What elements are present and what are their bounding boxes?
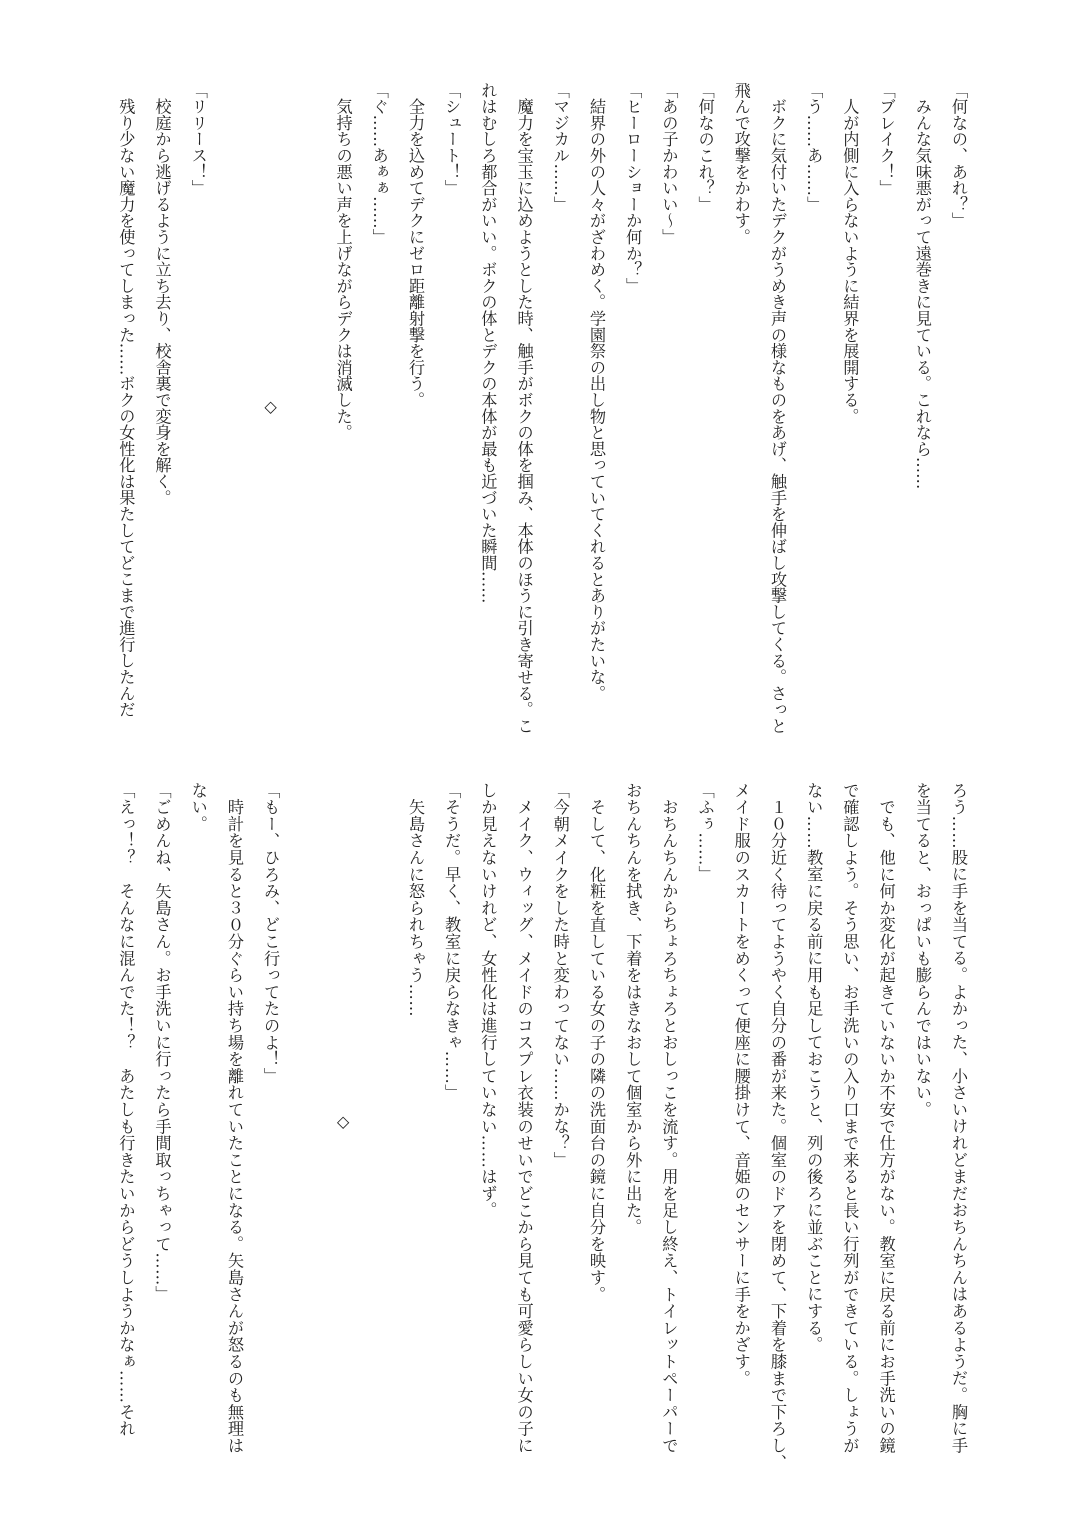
text-line: 飛んで攻撃をかわす。: [731, 82, 751, 245]
text-line: ない。: [188, 782, 208, 833]
text-line: 「もー、ひろみ、どこ行ってたのよ！」: [261, 782, 281, 1085]
section-break-diamond: ◇: [333, 1112, 353, 1132]
text-line: ろう……股に手を当てる。よかった、小さいけれどまだおちんちんはあるようだ。胸に手: [949, 782, 968, 1454]
text-line: 残り少ない魔力を使ってしまった……ボクの女性化は果たしてどこまで進行したんだ: [116, 82, 136, 718]
text-block-bottom: [106, 782, 976, 1471]
text-line: 「そうだ。早く、教室に戻らなきゃ……」: [442, 782, 462, 1102]
text-line: 全力を込めてデクにゼロ距離射撃を行う。: [405, 82, 425, 408]
text-line: 「う……あ……」: [804, 82, 824, 213]
text-line: ボクに気付いたデクがうめき声の様なものをあげ、触手を伸ばし攻撃してくる。さっと: [767, 82, 787, 734]
text-line: 「リリース！」: [188, 82, 208, 197]
text-line: 「あの子かわいい～」: [659, 82, 679, 245]
text-line: れはむしろ都合がいい。ボクの体とデクの本体が最も近づいた瞬間……: [478, 82, 498, 604]
text-line: 「ブレイク！」: [876, 82, 896, 197]
blank-line: [288, 82, 324, 732]
text-line: 「今朝メイクをした時と変わってない……かな？」: [550, 782, 570, 1169]
text-line: そして、化粧を直している女の子の隣の洗面台の鏡に自分を映す。: [586, 782, 606, 1303]
text-line: 「何なのこれ？」: [695, 82, 715, 213]
text-line: 「マジカル……」: [550, 82, 570, 213]
text-line: 「ヒーローショーか何か？」: [623, 82, 643, 294]
text-line: メイド服のスカートをめくって便座に腰掛けて、音姫のセンサーに手をかざす。: [731, 782, 751, 1387]
text-line: みんな気味悪がって遠巻きに見ている。これなら……: [912, 82, 932, 490]
text-line: 魔力を宝玉に込めようとした時、触手がボクの体を掴み、本体のほうに引き寄せる。こ: [514, 82, 534, 734]
text-line: おちんちんからちょろちょろとおしっこを流す。用を足し終え、トイレットペーパーで: [659, 782, 679, 1454]
text-line: 「えっ！？ そんなに混んでた！？ あたしも行きたいからどうしようかなぁ……それ: [116, 782, 136, 1438]
text-line: １０分近く待ってようやく自分の番が来た。個室のドアを閉めて、下着を膝まで下ろし、: [767, 782, 787, 1471]
text-line: でも、他に何か変化が起きていないか不安で仕方がない。教室に戻る前にお手洗いの鏡: [876, 782, 896, 1454]
text-line: で確認しよう。そう思い、お手洗いの入り口まで来ると長い行列ができている。しょうが: [840, 782, 860, 1454]
blank-line: [361, 782, 397, 1462]
text-line: おちんちんを拭き、下着をはきなおして個室から外に出た。: [623, 782, 643, 1236]
text-line: 時計を見ると３０分ぐらい持ち場を離れていたことになる。矢島さんが怒るのも無理は: [224, 782, 244, 1454]
text-line: 「ぐ……あぁぁ……」: [369, 82, 389, 245]
text-line: 気持ちの悪い声を上げながらデクは消滅した。: [333, 82, 353, 441]
text-block-top: [106, 82, 976, 732]
text-line: 「ふぅ……」: [695, 782, 715, 883]
text-line: 矢島さんに怒られちゃう……: [405, 782, 425, 1018]
text-line: 「何なの、あれ？」: [949, 82, 968, 229]
blank-line: [288, 782, 324, 1462]
text-line: を当てると、おっぱいも膨らんではいない。: [912, 782, 932, 1118]
text-line: 「ごめんね、矢島さん。お手洗いに行ったら手間取っちゃって……」: [152, 782, 172, 1303]
text-line: 結界の外の人々がざわめく。学園祭の出し物と思っていてくれるとありがたいな。: [586, 82, 606, 702]
text-line: 人が内側に入らないように結界を展開する。: [840, 82, 860, 425]
section-break-diamond: ◇: [261, 397, 281, 417]
text-line: ない……教室に戻る前に用も足しておこうと、列の後ろに並ぶことにする。: [804, 782, 824, 1354]
text-line: 校庭から逃げるように立ち去り、校舎裏で変身を解く。: [152, 82, 172, 506]
blank-line: [216, 82, 252, 732]
text-line: 「シュート！」: [442, 82, 462, 197]
text-line: しか見えないけれど、女性化は進行していない……はず。: [478, 782, 498, 1219]
text-line: メイク、ウィッグ、メイドのコスプレ衣装のせいでどこから見ても可愛らしい女の子に: [514, 782, 534, 1454]
